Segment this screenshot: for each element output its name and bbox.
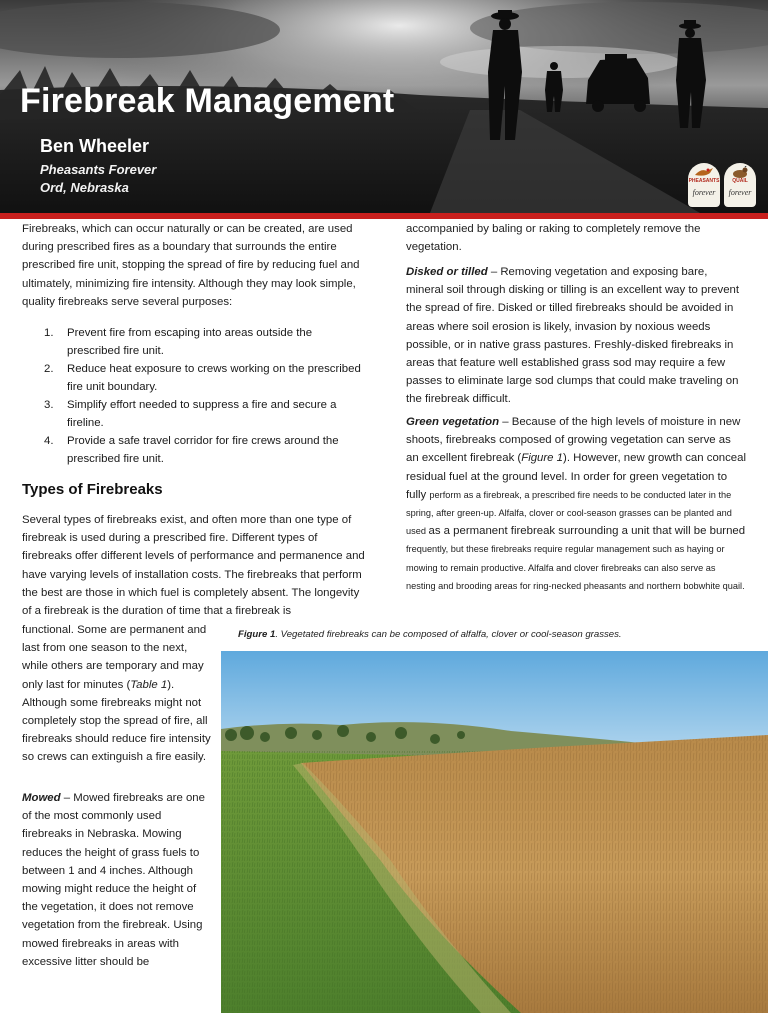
- disked-label: Disked or tilled: [406, 266, 488, 278]
- list-item: 2. Reduce heat exposure to crews working on the prescribed fire unit boundary.: [44, 363, 361, 393]
- purposes-list: [22, 324, 367, 468]
- mowed-paragraph: Mowed – Mowed firebreaks are one of the most commonly used firebreaks in Nebraska. Mowing reduces the height of grass fuels to between 1 and 4 inches. Although mowing might reduce the height of the vegetation, it does not remove vegetation from the firebreak. Using mowed firebreaks in areas with excessive litter should be: [22, 792, 205, 968]
- types-paragraph: Several types of firebreaks exist, and often more than one type of firebreak is used during a prescribed fire. Different types of firebreaks offer different levels of performance and permanence and have varying levels of installation costs. The firebreaks that perform the best are those in which fuel is completely absent. The longevity of a firebreak is the duration of time that a firebreak is: [22, 514, 365, 618]
- author-location: Ord, Nebraska: [40, 180, 129, 195]
- author-organization: Pheasants Forever: [40, 162, 157, 177]
- list-item: 4. Provide a safe travel corridor for fire crews around the prescribed fire unit.: [44, 435, 339, 465]
- mowed-label: Mowed: [22, 792, 61, 804]
- right-continued-paragraph: accompanied by baling or raking to completely remove the vegetation.: [406, 223, 701, 254]
- header-divider: [0, 213, 768, 219]
- pheasant-icon: [693, 166, 715, 178]
- table-reference: Table 1: [130, 678, 168, 691]
- figure-caption: Figure 1. Vegetated firebreaks can be composed of alfalfa, clover or cool-season grasses.: [238, 629, 622, 640]
- types-paragraph-continued: functional. Some are permanent and last from one season to the next, while others are temporary and may only last for minutes (Table 1). Although some firebreaks might not completely stop the spread of fire, all firebreaks should reduce fire intensity so crews can extinguish a fire easily.: [22, 624, 211, 764]
- types-heading: Types of Firebreaks: [22, 481, 163, 498]
- list-item: 1. Prevent fire from escaping into areas outside the prescribed fire unit.: [44, 327, 313, 357]
- figure-reference: Figure 1: [521, 452, 564, 465]
- figure-label: Figure 1: [238, 629, 276, 640]
- list-item: 3. Simplify effort needed to suppress a fire and secure a fireline.: [44, 399, 337, 429]
- green-vegetation-label: Green vegetation: [406, 416, 500, 428]
- intro-paragraph: Firebreaks, which can occur naturally or can be created, are used during prescribed fires as a boundary that surrounds the entire prescribed fire unit, stopping the spread of fire by reducing fuel and ultimately, minimizing fire intensity. Although they may look simple, quality firebreaks serve several purposes:: [22, 223, 360, 308]
- figure-photo: [221, 651, 768, 1013]
- quail-icon: [729, 166, 751, 178]
- page-title: Firebreak Management: [20, 82, 395, 120]
- pheasants-forever-logo: PHEASANTS forever: [688, 163, 720, 207]
- header-banner: [0, 0, 768, 213]
- quail-forever-logo: QUAIL forever: [724, 163, 756, 207]
- disked-paragraph: Disked or tilled – Removing vegetation and exposing bare, mineral soil through disking or tilling is an excellent way to prevent the spread of fire. Disked or tilled firebreaks should be avoided in areas where soil erosion is likely, invasion by noxious weeds possible, or in native grass pastures. Freshly-disked firebreaks in areas that feature well established grass sod may require a few passes to eliminate large sod clumps that could make traveling on the firebreak difficult.: [406, 266, 740, 406]
- author-name: Ben Wheeler: [40, 136, 150, 156]
- green-vegetation-paragraph: Green vegetation – Because of the high levels of moisture in new shoots, firebreaks composed of growing vegetation can serve as an excellent firebreak (Figure 1). However, new growth can conceal residual fuel at the ground level. In order for green vegetation to fully perform as a firebreak, a prescribed fire needs to be conducted later in the spring, after green-up. Alfalfa, clover or cool-season grasses can be planted and used as a permanent firebreak surrounding a unit that will be burned frequently, but these firebreaks require regular management such as haying or mowing to remain productive. Alfalfa and clover firebreaks can also serve as nesting and brooding areas for ring-necked pheasants and northern bobwhite quail.: [406, 416, 747, 591]
